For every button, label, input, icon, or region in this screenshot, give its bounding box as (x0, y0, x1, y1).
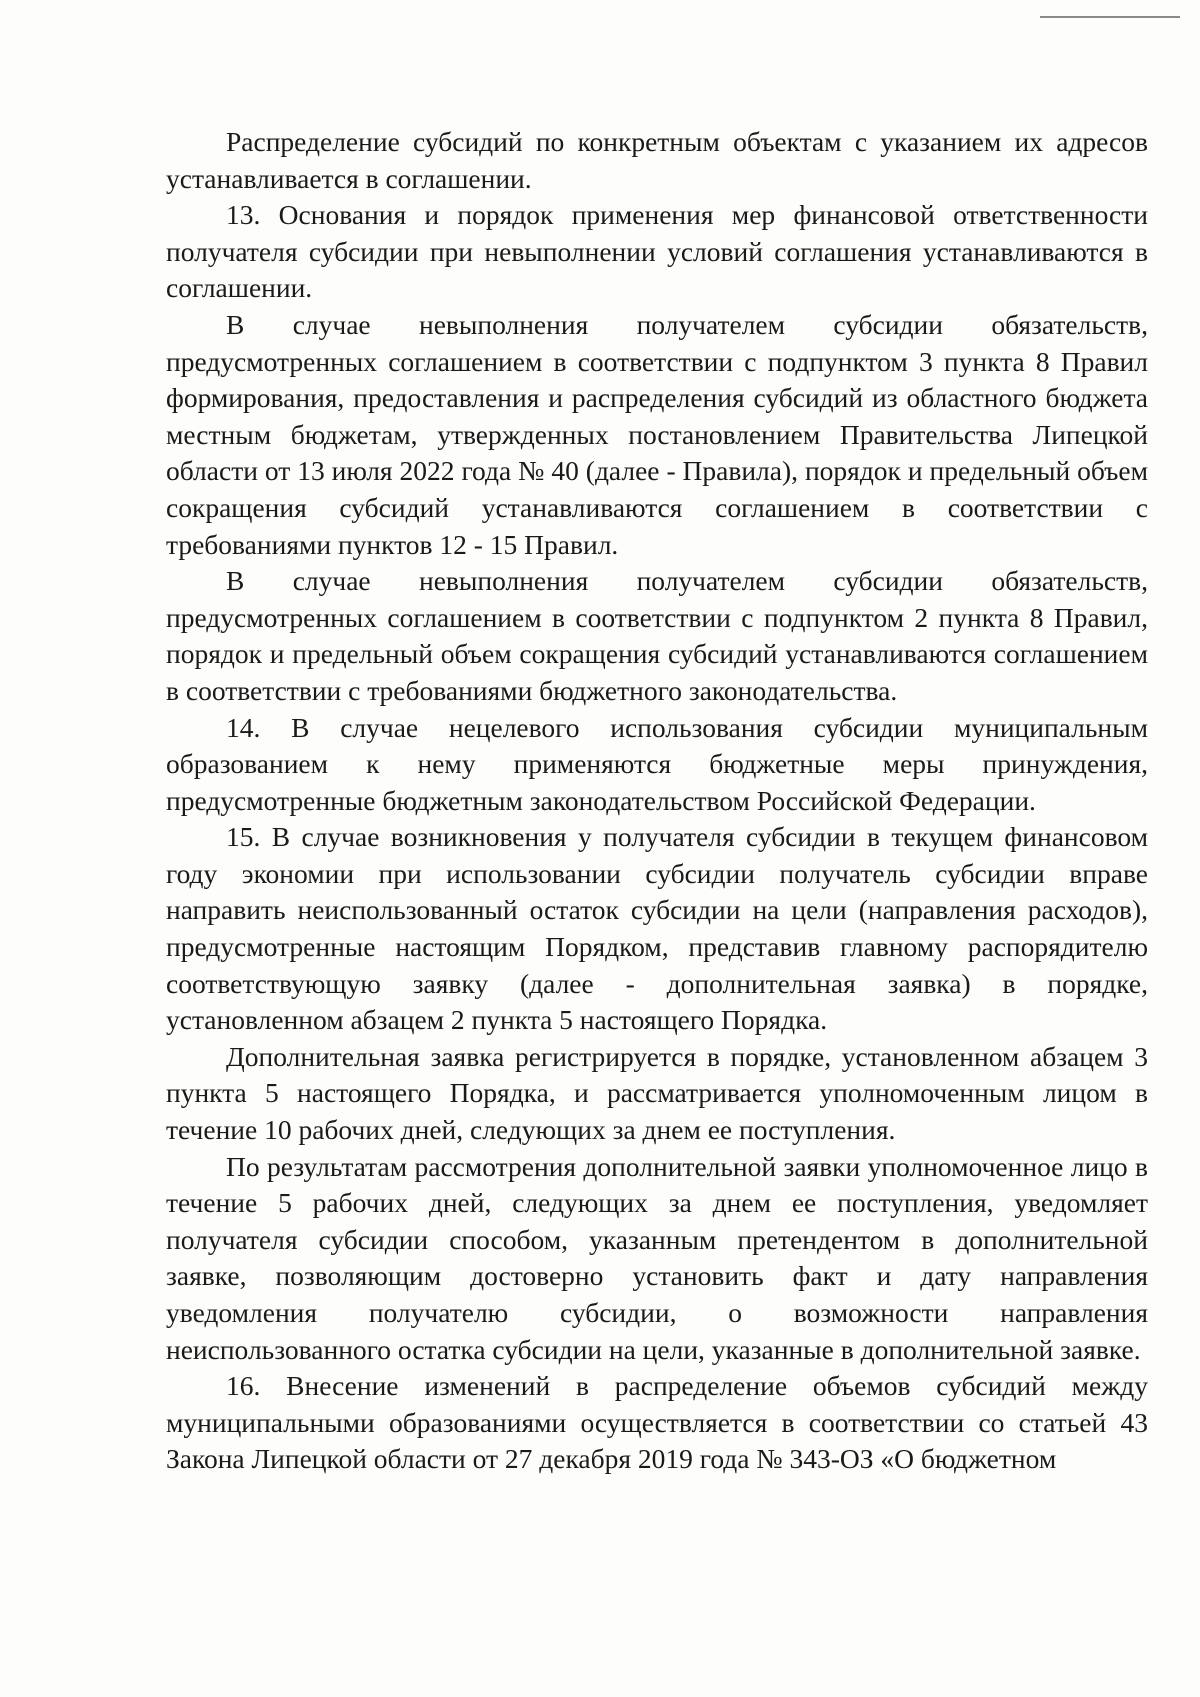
paragraph-item-16: 16. Внесение изменений в распределение объемов субсидий между муниципальными образованиями осуществляется в соответствии со статьей 43 Закона Липецкой области от 27 декабря 2019 года № 343-ОЗ «О бюджетном (166, 1370, 1148, 1475)
paragraph-item-15: 15. В случае возникновения у получателя субсидии в текущем финансовом году экономии при использовании субсидии получатель субсидии вправе направить неиспользованный остаток субсидии на цели (направления расходов), предусмотренные настоящим Порядком, представив главному распорядителю соответствующую заявку (далее - дополнительная заявка) в порядке, установленном абзацем 2 пункта 5 настоящего Порядка. (166, 821, 1148, 1036)
document-body (166, 124, 1148, 1478)
paragraph-item-13-case-2: В случае невыполнения получателем субсидии обязательств, предусмотренных соглашением в соответствии с подпунктом 2 пункта 8 Правил, порядок и предельный объем сокращения субсидий устанавливаются соглашением в соответствии с требованиями бюджетного законодательства. (166, 565, 1148, 706)
paragraph-additional-application: Дополнительная заявка регистрируется в порядке, установленном абзацем 3 пункта 5 настоящего Порядка, и рассматривается уполномоченным лицом в течение 10 рабочих дней, следующих за днем ее поступления. (166, 1040, 1148, 1146)
paragraph-item-14: 14. В случае нецелевого использования субсидии муниципальным образованием к нему применяются бюджетные меры принуждения, предусмотренные бюджетным законодательством Российской Федерации. (166, 711, 1148, 816)
header-rule (1040, 16, 1180, 18)
paragraph-review-results: По результатам рассмотрения дополнительной заявки уполномоченное лицо в течение 5 рабочих дней, следующих за днем ее поступления, уведомляет получателя субсидии способом, указанным претендентом в дополнительной заявке, позволяющим достоверно установить факт и дату направления уведомления получателю субсидии, о возможности направления неиспользованного остатка субсидии на цели, указанные в дополнительной заявке. (166, 1150, 1148, 1365)
paragraph-item-13-case-1: В случае невыполнения получателем субсидии обязательств, предусмотренных соглашением в соответствии с подпунктом 3 пункта 8 Правил формирования, предоставления и распределения субсидий из областного бюджета местным бюджетам, утвержденных постановлением Правительства Липецкой области от 13 июля 2022 года № 40 (далее - Правила), порядок и предельный объем сокращения субсидий устанавливаются соглашением в соответствии с требованиями пунктов 12 - 15 Правил. (166, 308, 1148, 560)
paragraph-subsidy-distribution: Распределение субсидий по конкретным объектам с указанием их адресов устанавливается в соглашении. (166, 126, 1148, 194)
paragraph-item-13: 13. Основания и порядок применения мер финансовой ответственности получателя субсидии при невыполнении условий соглашения устанавливаются в соглашении. (166, 199, 1148, 304)
